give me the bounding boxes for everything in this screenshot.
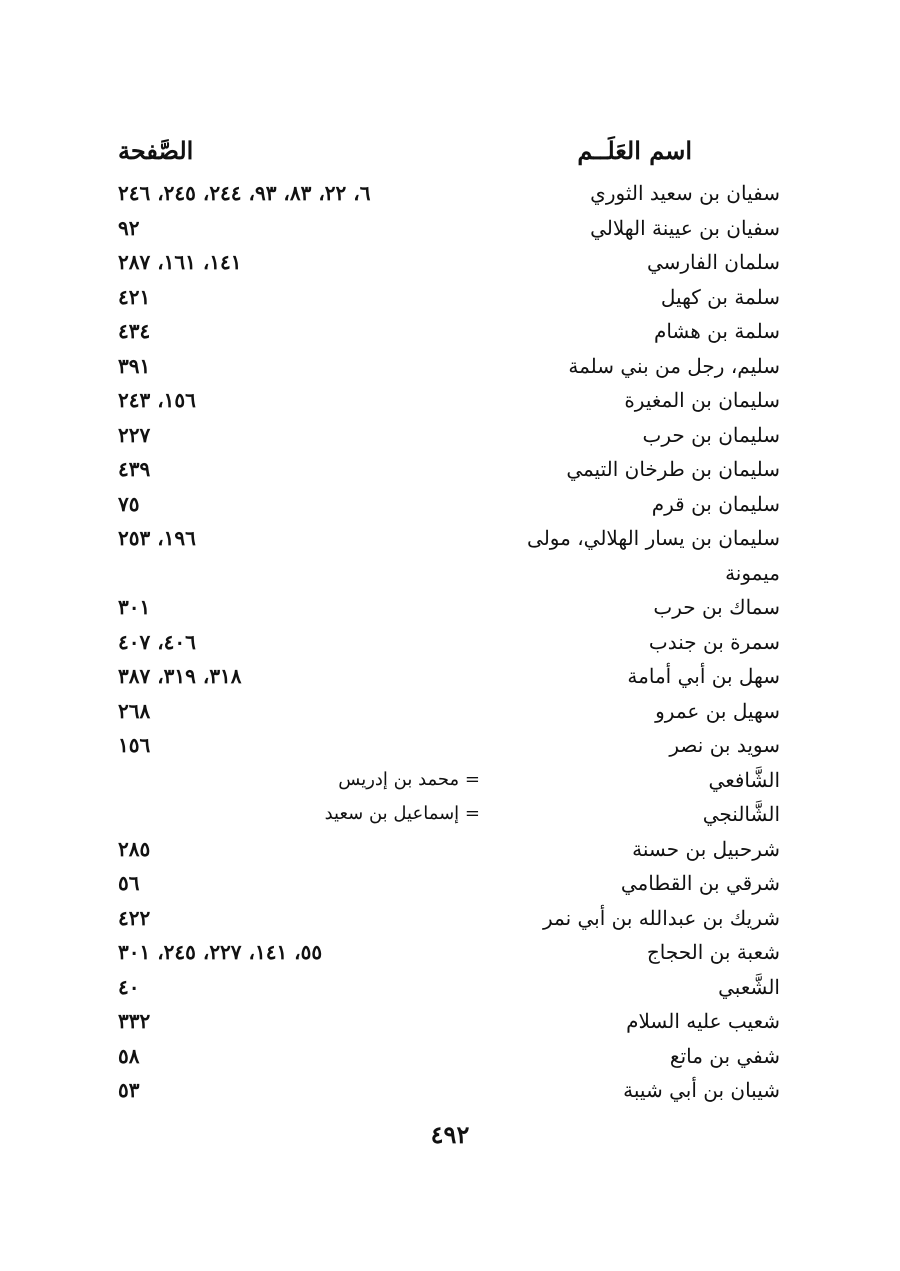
list-item [110, 420, 780, 455]
entry-pages: ٩٢ [118, 215, 140, 240]
entry-pages: ٧٥ [118, 491, 140, 516]
entry-pages: ١٩٦، ٢٥٣ [118, 526, 196, 550]
entry-name: الشَّعبي [718, 974, 780, 999]
entry-name: سليمان بن المغيرة [624, 388, 780, 412]
entry-pages: ٥٨ [118, 1043, 140, 1068]
entry-name: سفيان بن سعيد الثوري [590, 181, 780, 205]
list-item [110, 730, 780, 765]
list-item [110, 385, 780, 420]
list-item [110, 523, 780, 558]
entry-pages: ٣٠١ [118, 595, 151, 619]
list-item [110, 213, 780, 248]
entry-pages: ٣٩١ [118, 353, 151, 378]
entry-name: شرقي بن القطامي [620, 871, 780, 895]
list-item [110, 316, 780, 351]
page-number: ٤٩٢ [430, 1120, 470, 1149]
name-column-header: اسم العَلَــم [577, 136, 692, 165]
entry-name: سويد بن نصر [669, 733, 780, 757]
list-item [110, 282, 780, 317]
entry-name: شريك بن عبدالله بن أبي نمر [542, 905, 780, 930]
entry-name: سليمان بن يسار الهلالي، مولى [527, 526, 780, 550]
list-item [110, 558, 780, 593]
entry-name: شيبان بن أبي شيبة [623, 1078, 780, 1102]
entry-name: الشَّالنجي [702, 802, 780, 826]
entry-name: سلمة بن كهيل [660, 284, 780, 309]
entry-name: سليمان بن حرب [642, 422, 780, 447]
list-item [110, 903, 780, 938]
entry-pages: ٣٣٢ [118, 1009, 151, 1033]
list-item [110, 696, 780, 731]
list-item [110, 627, 780, 662]
entry-name: سماك بن حرب [653, 595, 780, 619]
entry-name: شرحبيل بن حسنة [632, 836, 780, 861]
entry-name: سهل بن أبي أمامة [627, 664, 780, 688]
list-item [110, 247, 780, 282]
list-item [110, 972, 780, 1007]
list-item [110, 937, 780, 972]
entry-pages: ١٥٦، ٢٤٣ [118, 388, 196, 412]
entry-pages: ٥٥، ١٤١، ٢٢٧، ٢٤٥، ٣٠١ [118, 940, 323, 964]
list-item [110, 799, 780, 834]
list-item [110, 834, 780, 869]
table-header [110, 136, 780, 176]
entry-pages: ٤٠ [118, 974, 140, 999]
entry-name: سلمان الفارسي [646, 250, 780, 274]
entry-pages: ٢٨٥ [118, 836, 151, 861]
entry-pages: ٥٣ [118, 1078, 140, 1102]
list-item [110, 489, 780, 524]
entry-name: سليمان بن طرخان التيمي [566, 457, 780, 481]
list-item [110, 868, 780, 903]
entry-pages: ٤٣٩ [118, 457, 151, 481]
list-item [110, 1041, 780, 1076]
entry-cross-reference: = إسماعيل بن سعيد [324, 803, 480, 824]
list-item [110, 765, 780, 800]
entry-name: شفي بن ماتع [669, 1043, 780, 1068]
entry-name: سفيان بن عيينة الهلالي [590, 215, 780, 240]
list-item [110, 454, 780, 489]
entry-pages: ٤٢١ [118, 284, 151, 309]
entry-name-continuation: ميمونة [725, 560, 780, 585]
entry-pages: ٦، ٢٢، ٨٣، ٩٣، ٢٤٤، ٢٤٥، ٢٤٦ [118, 181, 371, 205]
index-entries [110, 178, 780, 1110]
page-column-header: الصَّفحة [118, 136, 194, 165]
entry-name: سهيل بن عمرو [655, 698, 780, 723]
list-item [110, 661, 780, 696]
entry-name: سلمة بن هشام [653, 319, 780, 343]
entry-pages: ٤٣٤ [118, 319, 151, 343]
list-item [110, 351, 780, 386]
entry-name: شعبة بن الحجاج [646, 940, 780, 964]
entry-cross-reference: = محمد بن إدريس [338, 768, 480, 790]
entry-pages: ٤٠٦، ٤٠٧ [118, 629, 196, 654]
entry-pages: ٤٢٢ [118, 905, 151, 930]
entry-name: شعيب عليه السلام [626, 1009, 780, 1033]
entry-pages: ٢٦٨ [118, 698, 151, 723]
entry-pages: ٥٦ [118, 871, 140, 895]
entry-pages: ٢٢٧ [118, 422, 151, 447]
list-item [110, 1075, 780, 1110]
entry-pages: ١٥٦ [118, 733, 151, 757]
entry-name: سليمان بن قرم [651, 491, 780, 516]
entry-name: سمرة بن جندب [648, 629, 780, 654]
list-item [110, 1006, 780, 1041]
entry-pages: ٣١٨، ٣١٩، ٣٨٧ [118, 664, 242, 688]
entry-name: الشَّافعي [708, 767, 780, 792]
list-item [110, 178, 780, 213]
entry-name: سليم، رجل من بني سلمة [568, 353, 780, 378]
entry-pages: ١٤١، ١٦١، ٢٨٧ [118, 250, 242, 274]
list-item [110, 592, 780, 627]
